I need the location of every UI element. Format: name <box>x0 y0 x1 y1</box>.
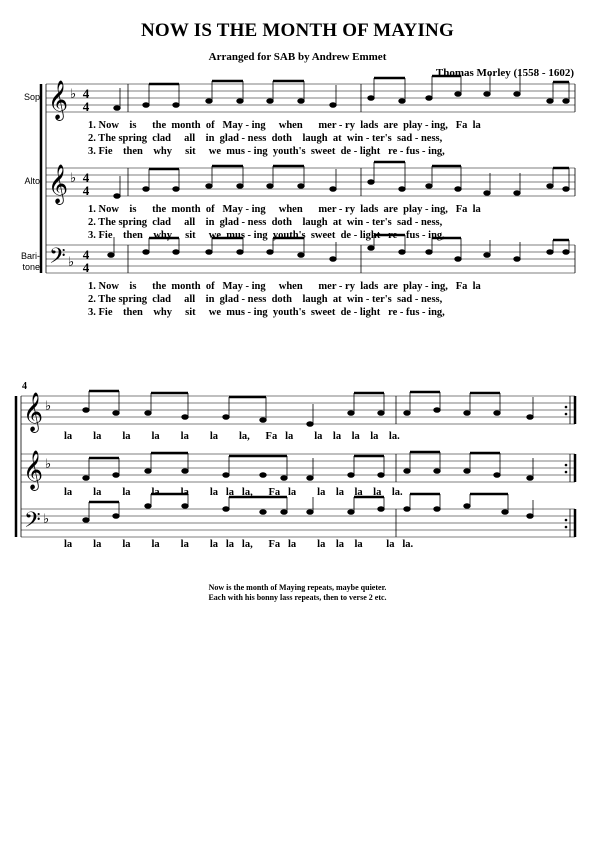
treble-clef-icon: 𝄞 <box>23 392 44 432</box>
time-signature-top: 4 <box>82 247 90 262</box>
flat-icon: ♭ <box>68 255 75 270</box>
performance-note-line1: Now is the month of Maying repeats, maybe quieter. <box>208 583 387 592</box>
verse-3-lyric: 3. Fie then why sit we mus - ing youth's sweet de - light re - fus - ing, <box>88 307 445 318</box>
soprano-label: Sop <box>23 92 40 102</box>
bass-clef-icon: 𝄢 <box>49 244 66 274</box>
baritone-lyric-system2: la la la la la la la la, Fa la la la la la la. <box>64 539 414 550</box>
composer-credit: Thomas Morley (1558 - 1602) <box>435 67 574 79</box>
bass-clef-icon: 𝄢 <box>24 508 41 538</box>
verse-3-lyric: 3. Fie then why sit we mus - ing youth's sweet de - light re - fus - ing, <box>88 146 445 157</box>
verse-2-lyric: 2. The spring clad all in glad - ness doth laugh at win - ter's sad - ness, <box>88 133 443 144</box>
treble-clef-icon: 𝄞 <box>48 80 69 120</box>
time-signature-bottom: 4 <box>82 183 90 198</box>
performance-note <box>0 583 595 603</box>
arranger-credit: Arranged for SAB by Andrew Emmet <box>208 51 387 63</box>
verse-2-lyric: 2. The spring clad all in glad - ness doth laugh at win - ter's sad - ness, <box>88 294 443 305</box>
baritone-label-line2: tone <box>22 262 40 272</box>
verse-3-lyric: 3. Fie then why sit we mus - ing youth's sweet de - light re - fus - ing, <box>88 230 445 241</box>
soprano-notes-system2 <box>83 391 534 426</box>
time-signature-top: 4 <box>82 170 90 185</box>
song-title: NOW IS THE MONTH OF MAYING <box>141 20 454 41</box>
measure-number: 4 <box>22 381 27 392</box>
verse-1-lyric: 1. Now is the month of May - ing when mer - ry lads are play - ing, Fa la <box>88 281 481 292</box>
verse-2-lyric: 2. The spring clad all in glad - ness doth laugh at win - ter's sad - ness, <box>88 217 443 228</box>
alto-lyric-system2: la la la la la la la la, Fa la la la la la la. <box>64 487 403 498</box>
verse-1-lyric: 1. Now is the month of May - ing when mer - ry lads are play - ing, Fa la <box>88 204 481 215</box>
flat-icon: ♭ <box>43 512 50 527</box>
performance-note-line2: Each with his bonny lass repeats, then to verse 2 etc. <box>208 593 387 602</box>
alto-notes <box>114 162 570 198</box>
verse-1-lyric: 1. Now is the month of May - ing when mer - ry lads are play - ing, Fa la <box>88 120 481 131</box>
baritone-notes-system2 <box>83 494 534 522</box>
alto-notes-system2 <box>83 452 534 480</box>
time-signature-bottom: 4 <box>82 260 90 275</box>
baritone-label-line1: Bari- <box>20 251 40 261</box>
flat-icon: ♭ <box>45 457 52 472</box>
flat-icon: ♭ <box>70 171 77 186</box>
flat-icon: ♭ <box>45 399 52 414</box>
time-signature-bottom: 4 <box>82 99 90 114</box>
treble-clef-icon: 𝄞 <box>48 164 69 204</box>
treble-clef-icon: 𝄞 <box>23 450 44 490</box>
time-signature-top: 4 <box>82 86 90 101</box>
alto-label: Alto <box>24 176 40 186</box>
soprano-lyric-system2: la la la la la la la, Fa la la la la la la. <box>64 431 400 442</box>
flat-icon: ♭ <box>70 87 77 102</box>
